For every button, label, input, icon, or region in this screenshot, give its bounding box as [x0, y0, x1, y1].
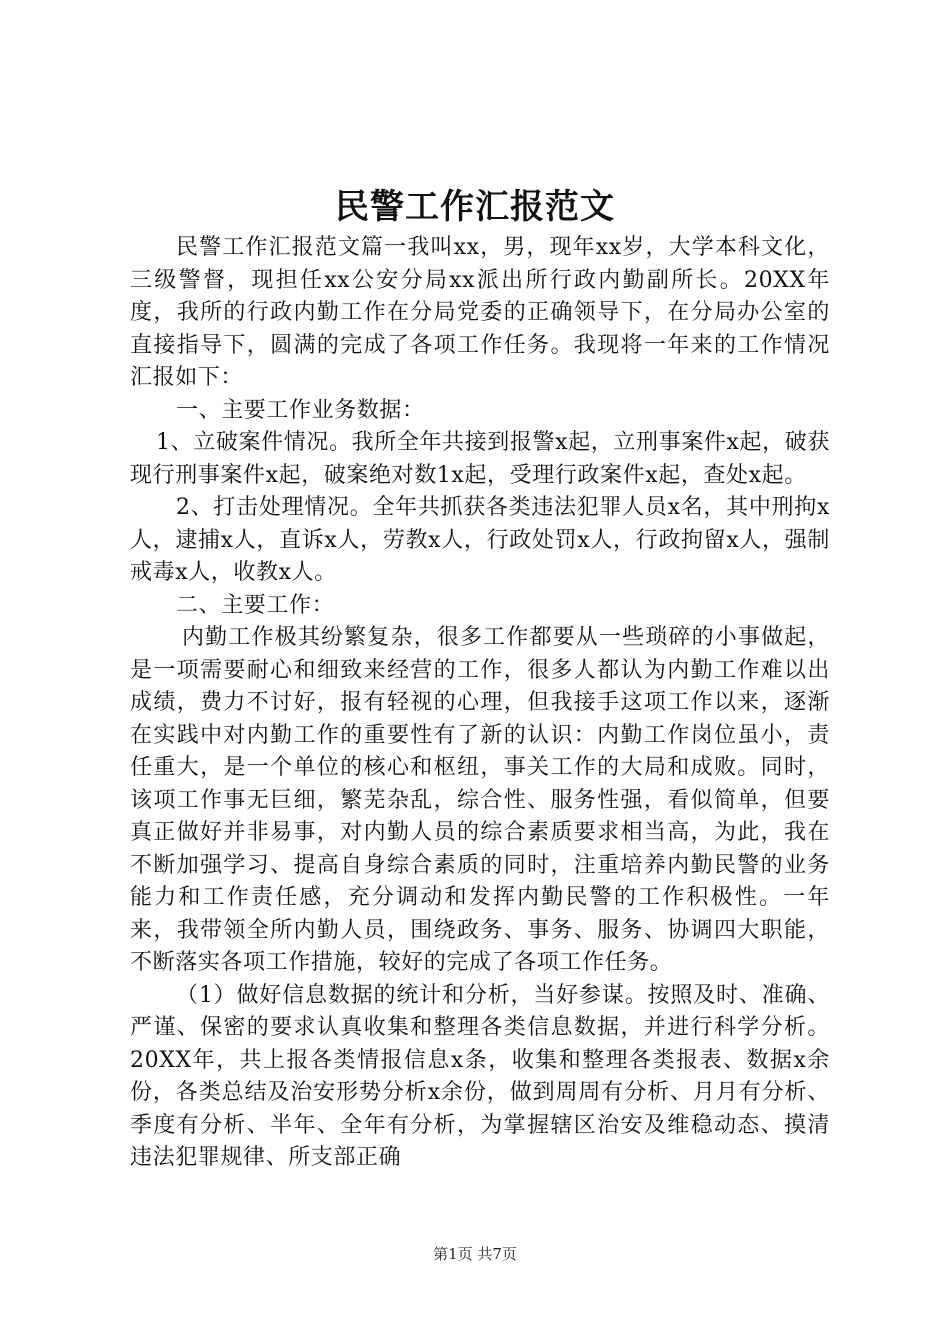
document-body: [130, 232, 830, 1175]
paragraph-crackdown-stats: 2、打击处理情况。全年共抓获各类违法犯罪人员x名，其中刑拘x人，逮捕x人，直诉x人，劳教x人，行政处罚x人，行政拘留x人，强制戒毒x人，收教x人。: [130, 495, 830, 585]
paragraph-intro: 民警工作汇报范文篇一我叫xx，男，现年xx岁，大学本科文化，三级警督，现担任xx公安分局xx派出所行政内勤副所长。20XX年度，我所的行政内勤工作在分局党委的正确领导下，在分局办公室的直接指导下，圆满的完成了各项工作任务。我现将一年来的工作情况汇报如下：: [130, 235, 830, 390]
section-heading-2: 二、主要工作：: [176, 592, 335, 618]
paragraph-case-stats: 1、立破案件情况。我所全年共接到报警x起，立刑事案件x起，破获现行刑事案件x起，破案绝对数1x起，受理行政案件x起，查处x起。: [130, 430, 830, 488]
paragraph-info-stats: （1）做好信息数据的统计和分析，当好参谋。按照及时、准确、严谨、保密的要求认真收集和整理各类信息数据，并进行科学分析。20XX年，共上报各类情报信息x条，收集和整理各类报表、数据x余份，各类总结及治安形势分析x余份，做到周周有分析、月月有分析、季度有分析、半年、全年有分析，为掌握辖区治安及维稳动态、摸清违法犯罪规律、所支部正确: [130, 982, 830, 1170]
section-heading-1: 一、主要工作业务数据：: [176, 397, 425, 423]
paragraph-main-work: 内勤工作极其纷繁复杂，很多工作都要从一些琐碎的小事做起，是一项需要耐心和细致来经营的工作，很多人都认为内勤工作难以出成绩，费力不讨好，报有轻视的心理，但我接手这项工作以来，逐渐在实践中对内勤工作的重要性有了新的认识：内勤工作岗位虽小，责任重大，是一个单位的核心和枢纽，事关工作的大局和成败。同时，该项工作事无巨细，繁芜杂乱，综合性、服务性强，看似简单，但要真正做好并非易事，对内勤人员的综合素质要求相当高，为此，我在不断加强学习、提高自身综合素质的同时，注重培养内勤民警的业务能力和工作责任感，充分调动和发挥内勤民警的工作积极性。一年来，我带领全所内勤人员，围绕政务、事务、服务、协调四大职能，不断落实各项工作措施，较好的完成了各项工作任务。: [130, 625, 830, 975]
document-title: 民警工作汇报范文: [335, 187, 615, 227]
page-number-footer: 第1页 共7页: [433, 1245, 517, 1263]
